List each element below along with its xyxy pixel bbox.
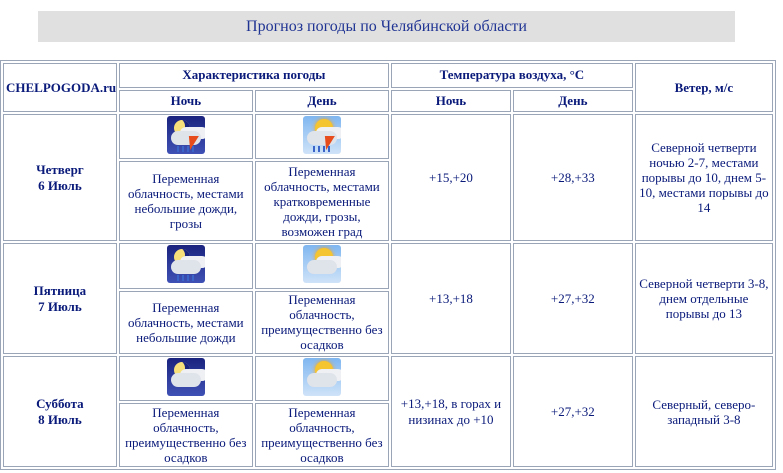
day-description: Переменная облачность, преимущественно без осадков (255, 403, 389, 467)
header-characteristic: Характеристика погоды (119, 63, 389, 88)
temp-night: +15,+20 (391, 114, 511, 241)
date: 7 Июль (38, 298, 82, 314)
weekday: Пятница (33, 282, 87, 298)
night-icon-cell (119, 243, 253, 288)
night-icon-cell (119, 356, 253, 401)
site-label: CHELPOGODA.ru (3, 63, 117, 112)
night-icon-cell (119, 114, 253, 159)
day-icon-cell (255, 114, 389, 159)
temp-night: +13,+18 (391, 243, 511, 354)
weekday: Четверг (36, 161, 84, 177)
partly-cloudy-day-icon (303, 358, 341, 396)
day-cell (3, 356, 117, 467)
thunderstorm-day-icon (303, 116, 341, 154)
thunderstorm-night-icon (167, 116, 205, 154)
night-description: Переменная облачность, преимущественно без осадков (119, 403, 253, 467)
forecast-table (0, 60, 776, 470)
temp-day: +27,+32 (513, 243, 633, 354)
day-icon-cell (255, 243, 389, 288)
header-temp-day: День (513, 90, 633, 113)
temp-day: +28,+33 (513, 114, 633, 241)
day-cell (3, 243, 117, 354)
day-description: Переменная облачность, местами кратковременные дожди, грозы, возможен град (255, 161, 389, 241)
day-icon-cell (255, 356, 389, 401)
page-title: Прогноз погоды по Челябинской области (38, 11, 735, 42)
rain-night-icon (167, 245, 205, 283)
header-temperature: Температура воздуха, °C (391, 63, 633, 88)
temp-day: +27,+32 (513, 356, 633, 467)
date: 6 Июль (38, 177, 82, 193)
wind: Северный, северо-западный 3-8 (635, 356, 773, 467)
weekday: Суббота (36, 395, 84, 411)
header-char-night: Ночь (119, 90, 253, 113)
partly-cloudy-night-icon (167, 358, 205, 396)
night-description: Переменная облачность, местами небольшие дожди (119, 291, 253, 355)
header-char-day: День (255, 90, 389, 113)
day-cell (3, 114, 117, 241)
day-description: Переменная облачность, преимущественно без осадков (255, 291, 389, 355)
night-description: Переменная облачность, местами небольшие дожди, грозы (119, 161, 253, 241)
date: 8 Июль (38, 411, 82, 427)
wind: Северной четверти ночью 2-7, местами порывы до 10, днем 5-10, местами порывы до 14 (635, 114, 773, 241)
header-temp-night: Ночь (391, 90, 511, 113)
wind: Северной четверти 3-8, днем отдельные порывы до 13 (635, 243, 773, 354)
header-wind: Ветер, м/с (635, 63, 773, 112)
temp-night: +13,+18, в горах и низинах до +10 (391, 356, 511, 467)
partly-cloudy-day-icon (303, 245, 341, 283)
